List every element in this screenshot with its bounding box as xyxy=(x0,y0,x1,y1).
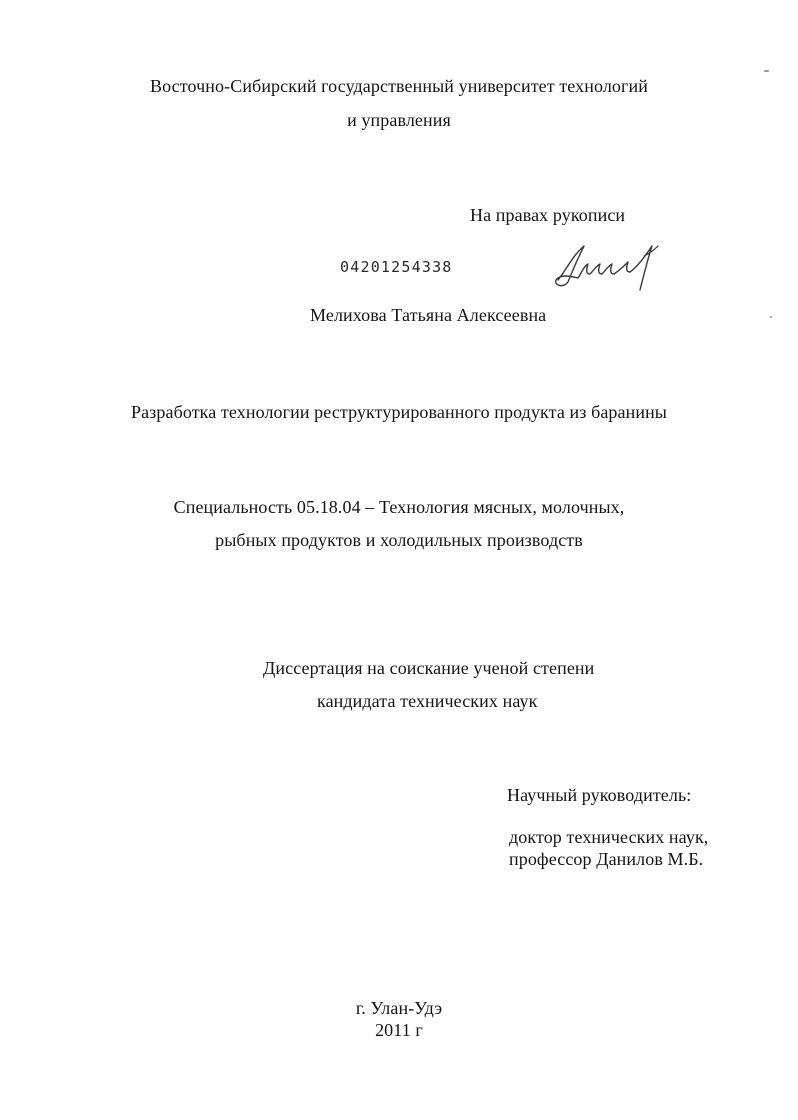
city: г. Улан-Удэ xyxy=(355,998,443,1018)
handwritten-signature xyxy=(548,240,666,292)
scan-speck xyxy=(770,316,772,318)
manuscript-rights-label: На правах рукописи xyxy=(470,205,626,225)
degree-line-1: Диссертация на соискание ученой степени xyxy=(263,658,595,678)
degree-line-2: кандидата технических наук xyxy=(317,691,538,711)
supervisor-heading: Научный руководитель: xyxy=(507,785,692,805)
thesis-title: Разработка технологии реструктурированного продукта из баранины xyxy=(130,402,668,422)
registration-number: 04201254338 xyxy=(340,258,453,276)
university-name-line-2: и управления xyxy=(347,110,451,130)
author-name: Мелихова Татьяна Алексеевна xyxy=(310,305,547,325)
scan-speck xyxy=(764,70,769,72)
supervisor-name: профессор Данилов М.Б. xyxy=(509,849,704,869)
supervisor-title: доктор технических наук, xyxy=(509,827,709,847)
specialty-line-2: рыбных продуктов и холодильных производств xyxy=(215,530,583,550)
year: 2011 г xyxy=(375,1020,423,1040)
university-name-line-1: Восточно-Сибирский государственный университет технологий xyxy=(150,76,648,96)
specialty-line-1: Специальность 05.18.04 – Технология мясных, молочных, xyxy=(173,497,625,517)
